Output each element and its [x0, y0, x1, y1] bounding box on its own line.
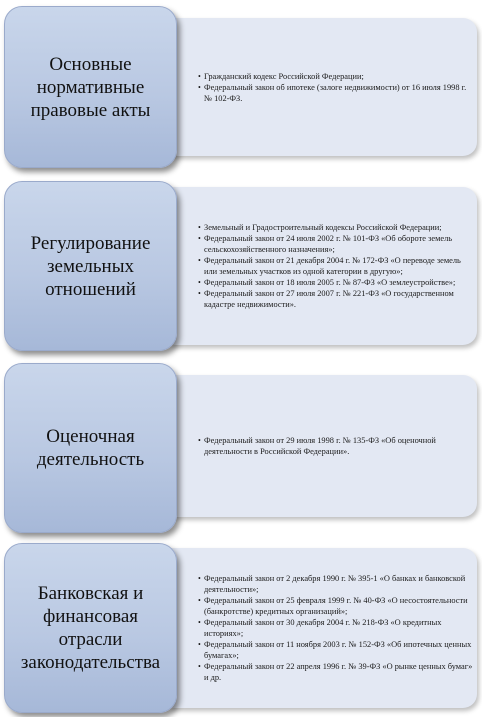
- section-valuation-activity: [0, 355, 482, 538]
- section-title: Оценочная деятельность: [36, 426, 145, 470]
- list-item: • Федеральный закон от 25 февраля 1999 г. № 40-ФЗ «О несостоятельности (банкротстве) кредитных организаций»;: [198, 596, 468, 616]
- section-title: Основные нормативные правовые акты: [30, 53, 151, 121]
- section-land-relations: [0, 175, 482, 355]
- list-item: • Федеральный закон от 11 ноября 2003 г. № 152-ФЗ «Об ипотечных ценных бумагах»;: [198, 640, 472, 660]
- section-normative-acts: [0, 0, 482, 175]
- list-item: • Федеральный закон от 27 июля 2007 г. № 221-ФЗ «О государственном кадастре недвижимости».: [198, 289, 454, 309]
- section-title-box: [4, 363, 177, 533]
- list-item: • Федеральный закон от 24 июля 2002 г. № 101-ФЗ «Об обороте земель сельскохозяйственного назначения»;: [198, 234, 453, 254]
- section-title-box: [4, 543, 177, 713]
- section-title-box: [4, 181, 177, 351]
- section-title-box: [4, 6, 177, 168]
- list-item: • Федеральный закон от 18 июля 2005 г. № 87-ФЗ «О землеустройстве»;: [198, 278, 456, 287]
- section-items-list: [198, 18, 476, 156]
- section-items-list: [198, 187, 476, 345]
- section-items-list: [198, 548, 476, 708]
- list-item: • Гражданский кодекс Российской Федерации;: [198, 71, 364, 81]
- list-item: • Федеральный закон от 2 декабря 1990 г. № 395-1 «О банках и банковской деятельности»;: [198, 574, 466, 594]
- list-item: • Федеральный закон от 30 декабря 2004 г. № 218-ФЗ «О кредитных историях»;: [198, 618, 442, 638]
- list-item: • Федеральный закон об ипотеке (залоге недвижимости) от 16 июля 1998 г. № 102-ФЗ.: [198, 82, 467, 103]
- list-item: • Федеральный закон от 22 апреля 1996 г. № 39-ФЗ «О рынке ценных бумаг» и др.: [198, 662, 473, 682]
- section-items-list: [198, 375, 476, 517]
- section-banking-finance: [0, 538, 482, 717]
- section-title: Банковская и финансовая отрасли законодательства: [20, 583, 161, 673]
- list-item: • Федеральный закон от 29 июля 1998 г. № 135-ФЗ «Об оценочной деятельности в Российской Федерации».: [198, 436, 436, 456]
- list-item: • Земельный и Градостроительный кодексы Российской Федерации;: [198, 223, 442, 232]
- list-item: • Федеральный закон от 21 декабря 2004 г. № 172-ФЗ «О переводе земель или земельных участков из одной категории в другую»;: [198, 256, 461, 276]
- section-title: Регулирование земельных отношений: [30, 232, 151, 300]
